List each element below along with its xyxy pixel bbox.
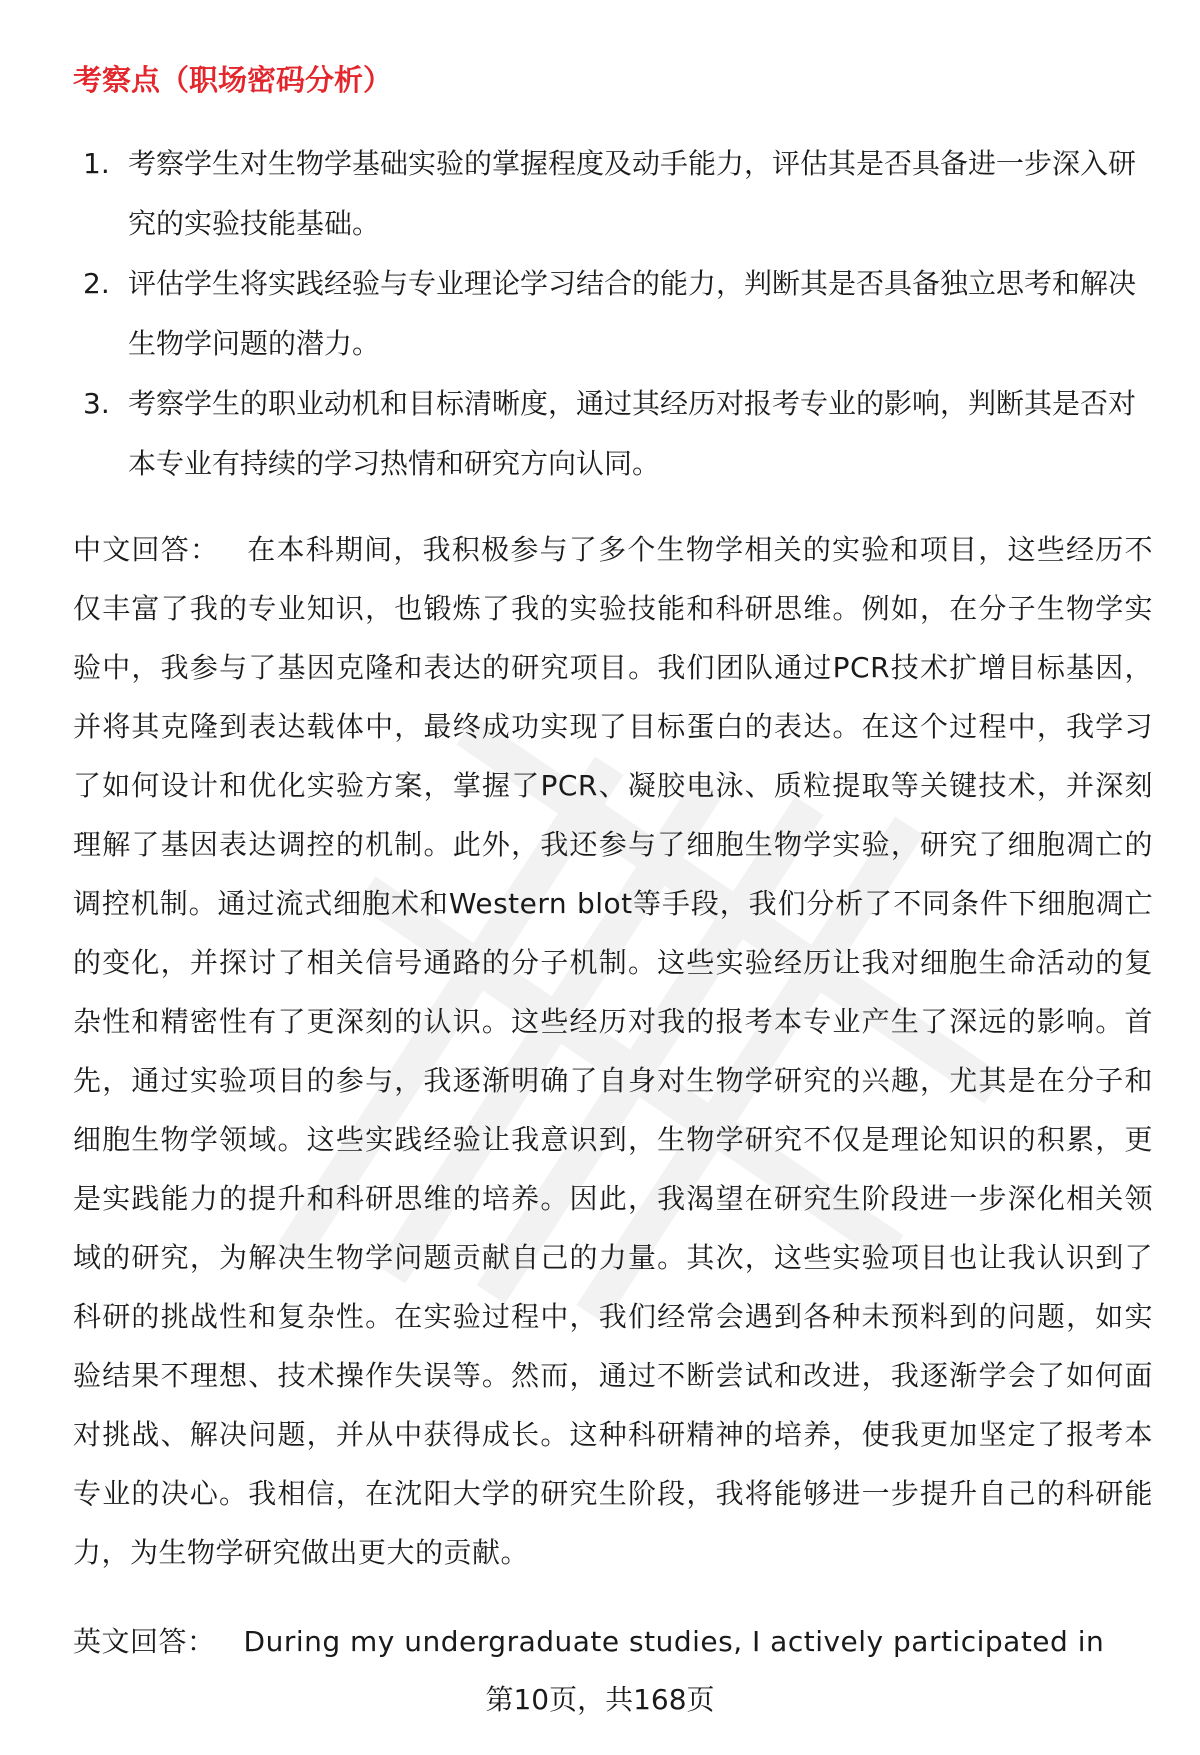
list-item-text: 考察学生的职业动机和目标清晰度，通过其经历对报考专业的影响，判断其是否对本专业有持续的学习热情和研究方向认同。 bbox=[128, 387, 1137, 480]
list-item bbox=[73, 254, 1153, 374]
section-title: 考察点（职场密码分析） bbox=[73, 63, 393, 97]
chinese-answer bbox=[73, 520, 1153, 1582]
list-number: 2. bbox=[83, 267, 110, 300]
chinese-answer-label: 中文回答： bbox=[73, 533, 220, 566]
page-number: 第10页，共168页 bbox=[485, 1683, 715, 1716]
assessment-points-list bbox=[73, 134, 1153, 494]
english-answer-label: 英文回答： bbox=[73, 1625, 216, 1658]
list-item bbox=[73, 134, 1153, 254]
list-number: 3. bbox=[83, 387, 110, 420]
chinese-answer-text: 在本科期间，我积极参与了多个生物学相关的实验和项目，这些经历不仅丰富了我的专业知识，也锻炼了我的实验技能和科研思维。例如，在分子生物学实验中，我参与了基因克隆和表达的研究项目。我们团队通过PCR技术扩增目标基因，并将其克隆到表达载体中，最终成功实现了目标蛋白的表达。在这个过程中，我学习了如何设计和优化实验方案，掌握了PCR、凝胶电泳、质粒提取等关键技术，并深刻理解了基因表达调控的机制。此外，我还参与了细胞生物学实验，研究了细胞凋亡的调控机制。通过流式细胞术和Western blot等手段，我们分析了不同条件下细胞凋亡的变化，并探讨了相关信号通路的分子机制。这些实验经历让我对细胞生命活动的复杂性和精密性有了更深刻的认识。这些经历对我的报考本专业产生了深远的影响。首先，通过实验项目的参与，我逐渐明确了自身对生物学研究的兴趣，尤其是在分子和细胞生物学领域。这些实践经验让我意识到，生物学研究不仅是理论知识的积累，更是实践能力的提升和科研思维的培养。因此，我渴望在研究生阶段进一步深化相关领域的研究，为解决生物学问题贡献自己的力量。其次，这些实验项目也让我认识到了科研的挑战性和复杂性。在实验过程中，我们经常会遇到各种未预料到的问题，如实验结果不理想、技术操作失误等。然而，通过不断尝试和改进，我逐渐学会了如何面对挑战、解决问题，并从中获得成长。这种科研精神的培养，使我更加坚定了报考本专业的决心。我相信，在沈阳大学的研究生阶段，我将能够进一步提升自己的科研能力，为生物学研究做出更大的贡献。 bbox=[73, 533, 1153, 1569]
list-item-text: 评估学生将实践经验与专业理论学习结合的能力，判断其是否具备独立思考和解决生物学问题的潜力。 bbox=[128, 267, 1137, 360]
english-answer bbox=[73, 1612, 1153, 1671]
list-item bbox=[73, 374, 1153, 494]
list-item-text: 考察学生对生物学基础实验的掌握程度及动手能力，评估其是否具备进一步深入研究的实验技能基础。 bbox=[128, 147, 1137, 240]
english-answer-text: During my undergraduate studies, I actively participated in bbox=[243, 1625, 1105, 1658]
list-number: 1. bbox=[83, 147, 110, 180]
